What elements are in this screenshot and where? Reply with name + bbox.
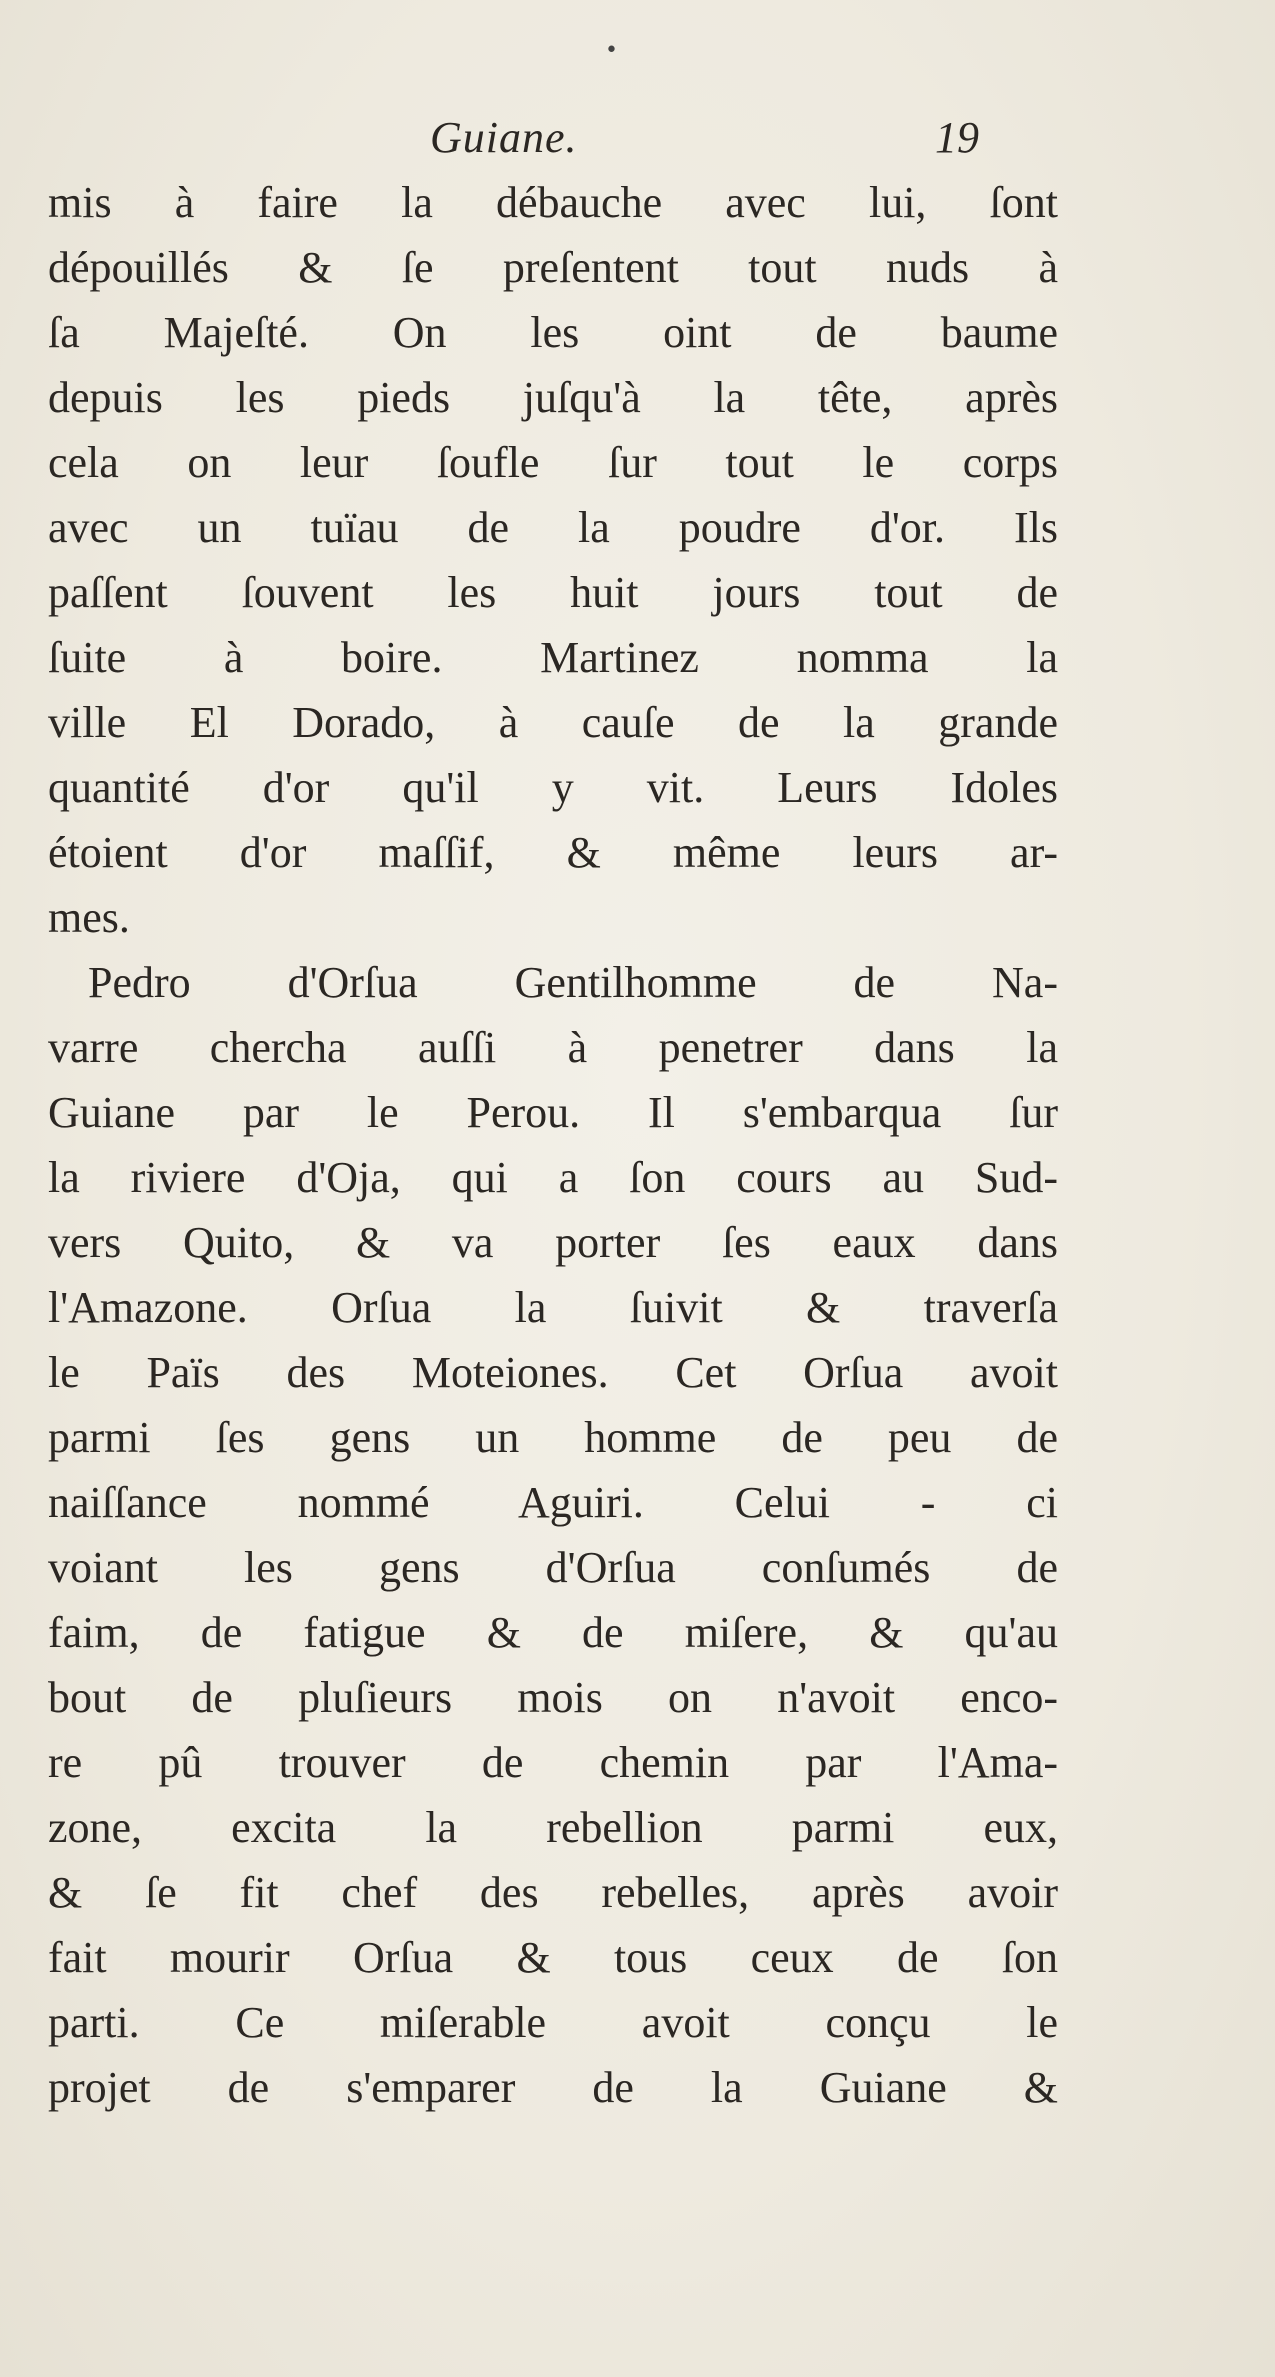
running-title: Guiane. <box>430 113 578 162</box>
text-line: zone, excita la rebellion parmi eux, <box>48 1803 1058 1852</box>
text-line: faim, de fatigue & de miſere, & qu'au <box>48 1608 1058 1657</box>
body-text <box>48 170 1058 2120</box>
text-line: quantité d'or qu'il y vit. Leurs Idoles <box>48 763 1058 812</box>
text-line: mes. <box>48 893 130 942</box>
text-line: ſuite à boire. Martinez nomma la <box>48 633 1058 682</box>
text-line: étoient d'or maſſif, & même leurs ar- <box>48 828 1058 877</box>
text-line: ſa Majeſté. On les oint de baume <box>48 308 1058 357</box>
text-line: bout de pluſieurs mois on n'avoit enco- <box>48 1673 1058 1722</box>
text-line: cela on leur ſoufle ſur tout le corps <box>48 438 1058 487</box>
text-line: parmi ſes gens un homme de peu de <box>48 1413 1058 1462</box>
text-line: projet de s'emparer de la Guiane & <box>48 2063 1058 2112</box>
text-line: depuis les pieds juſqu'à la tête, après <box>48 373 1058 422</box>
text-line: fait mourir Orſua & tous ceux de ſon <box>48 1933 1058 1982</box>
text-line: vers Quito, & va porter ſes eaux dans <box>48 1218 1058 1267</box>
text-line: la riviere d'Oja, qui a ſon cours au Sud- <box>48 1153 1058 1202</box>
text-line: Pedro d'Orſua Gentilhomme de Na- <box>88 958 1058 1007</box>
text-line: & ſe fit chef des rebelles, après avoir <box>48 1868 1058 1917</box>
text-line: voiant les gens d'Orſua conſumés de <box>48 1543 1058 1592</box>
text-line: paſſent ſouvent les huit jours tout de <box>48 568 1058 617</box>
page-header <box>0 112 1275 172</box>
printer-mark: • <box>605 38 618 63</box>
text-line: mis à faire la débauche avec lui, ſont <box>48 178 1058 227</box>
text-line: naiſſance nommé Aguiri. Celui - ci <box>48 1478 1058 1527</box>
text-line: le Païs des Moteiones. Cet Orſua avoit <box>48 1348 1058 1397</box>
text-line: parti. Ce miſerable avoit conçu le <box>48 1998 1058 2047</box>
text-line: avec un tuïau de la poudre d'or. Ils <box>48 503 1058 552</box>
text-line: ville El Dorado, à cauſe de la grande <box>48 698 1058 747</box>
text-line: varre chercha auſſi à penetrer dans la <box>48 1023 1058 1072</box>
text-line: dépouillés & ſe preſentent tout nuds à <box>48 243 1058 292</box>
text-line: re pû trouver de chemin par l'Ama- <box>48 1738 1058 1787</box>
text-line: l'Amazone. Orſua la ſuivit & traverſa <box>48 1283 1058 1332</box>
text-line: Guiane par le Perou. Il s'embarqua ſur <box>48 1088 1058 1137</box>
page-number: 19 <box>935 113 979 162</box>
